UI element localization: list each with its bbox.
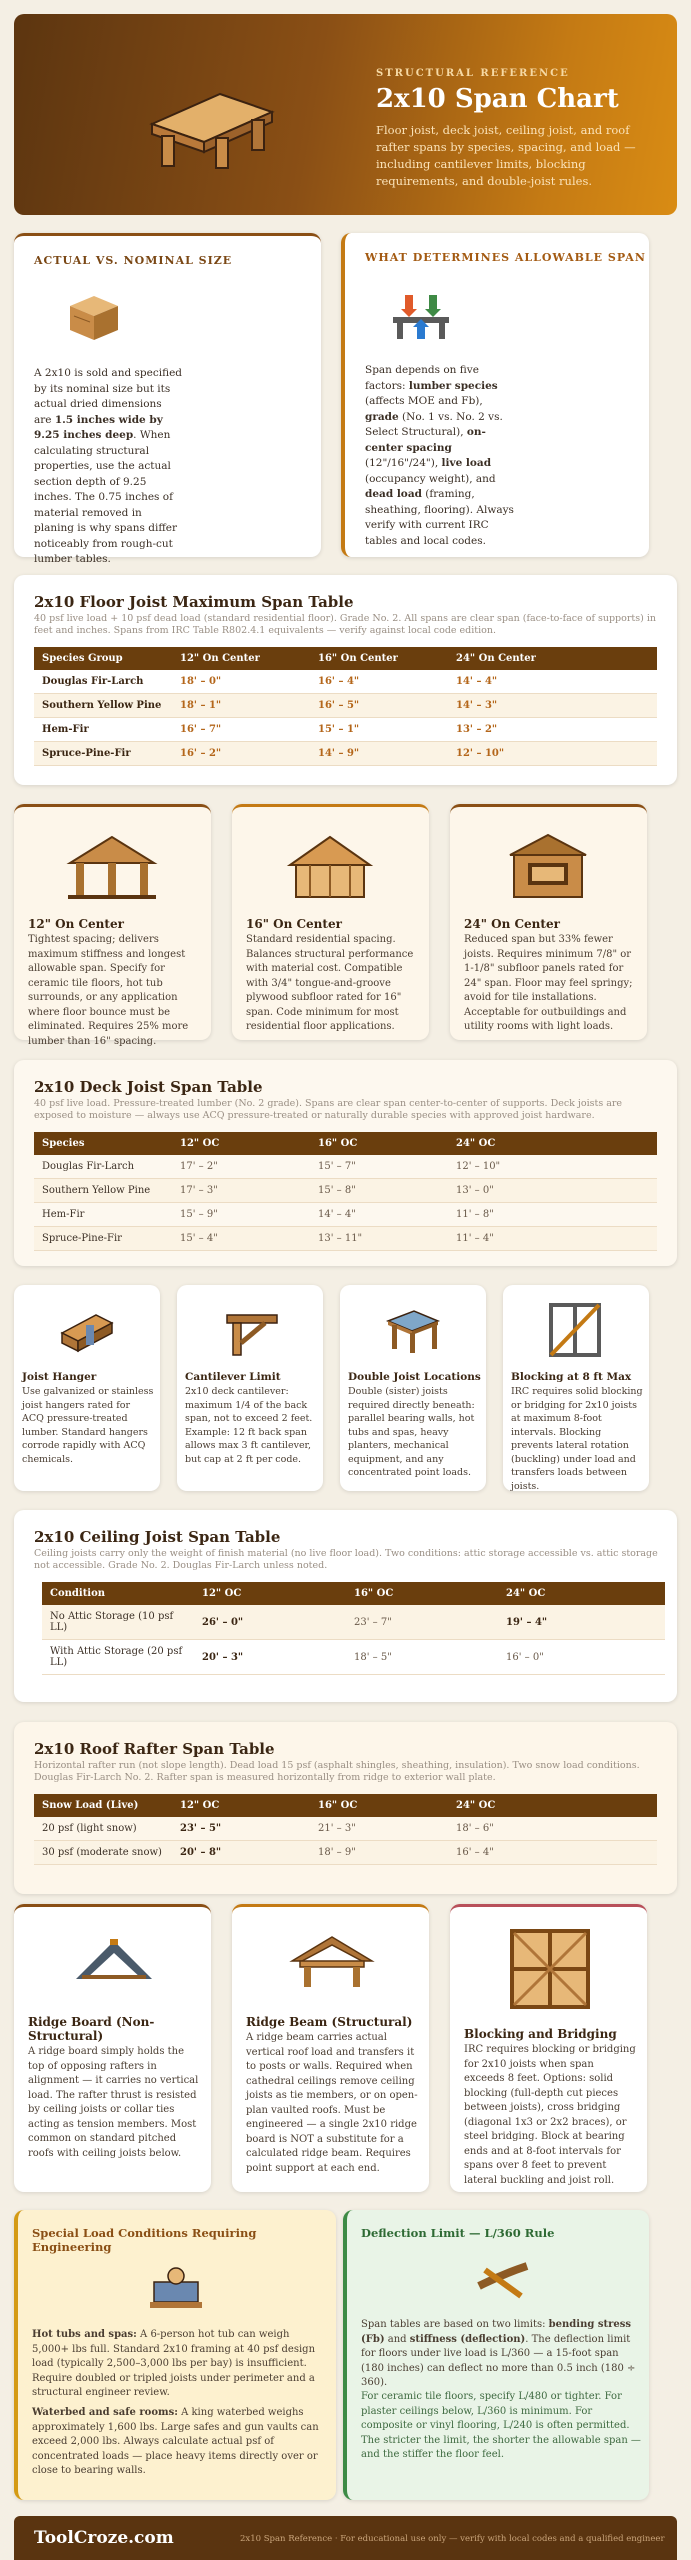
ceiling-table-title: 2x10 Ceiling Joist Span Table: [34, 1528, 281, 1546]
col-header: 12" OC: [194, 1582, 346, 1605]
rafter-span-table: [34, 1794, 657, 1865]
tip-text: Use galvanized or stainless joist hangers rated for ACQ pressure-treated lumber. Standard hangers corrode rapidly with ACQ chemicals.: [22, 1386, 154, 1465]
table-row: Douglas Fir-Larch 17' – 2" 15' – 7" 12' – 10": [34, 1155, 657, 1179]
deck-table-subtitle: 40 psf live load. Pressure-treated lumber (No. 2 grade). Spans are clear span center-to-center of supports. Deck joists are exposed to moisture — always use ACQ pressure-treated or naturally durable species with approved joist hardware.: [34, 1098, 623, 1121]
tip-card-double-joist: [340, 1285, 486, 1491]
roof-title: Ridge Beam (Structural): [246, 2015, 413, 2029]
floor-table-subtitle: 40 psf live load + 10 psf dead load (standard residential floor). Grade No. 2. All spans are clear span (face-to-face of supports) in feet and inches. Spans from IRC Table R802.4.1 equivalents — verify against local code edition.: [34, 613, 656, 636]
roof-title: Blocking and Bridging: [464, 2027, 617, 2041]
col-header: 16" On Center: [310, 647, 448, 670]
roof-card-ridge-beam: [232, 1904, 429, 2192]
floor-table-title: 2x10 Floor Joist Maximum Span Table: [34, 593, 354, 611]
special-load-title: Special Load Conditions Requiring Engineering: [32, 2226, 257, 2254]
tip-text: IRC requires solid blocking or bridging for 2x10 joists at maximum 8-foot intervals. Blocking prevents lateral rotation (buckling) under load and transfers loads between joists.: [511, 1386, 643, 1492]
page-title: 2x10 Span Chart: [376, 84, 619, 114]
oc-text: Reduced span but 33% fewer joists. Requires minimum 7/8" or 1-1/8" subfloor panels rated for 24" span. Floor may feel springy; avoid for tile installations. Acceptable for outbuildings and utility rooms with light loads.: [464, 934, 633, 1032]
col-header: Species: [34, 1132, 172, 1155]
oc-card-24: [450, 804, 647, 1040]
deflection-text-2: For ceramic tile floors, specify L/480 or tighter. For plaster ceilings below, L/360 is minimum. For composite or vinyl flooring, L/240 is often permitted. The stricter the limit, the shorter the allowable span — and the stiffer the floor feel.: [361, 2391, 641, 2460]
hero-banner: [14, 14, 677, 215]
deck-joist-table-card: [14, 1060, 677, 1266]
col-header: 12" On Center: [172, 647, 310, 670]
floor-joist-table-card: [14, 575, 677, 785]
special-load-hot-tub: Hot tubs and spas: A 6-person hot tub can weigh 5,000+ lbs full. Standard 2x10 framing at 40 psf design load (typically 2,500–3,000 lbs per bay) is insufficient. Require doubled or tripled joists under perimeter and a structural engineer review.: [32, 2329, 316, 2398]
col-header: 16" OC: [310, 1132, 448, 1155]
lumber-block-icon: [64, 292, 124, 344]
cabin-icon: [498, 831, 598, 901]
table-row: Southern Yellow Pine 17' – 3" 15' – 8" 13' – 0": [34, 1179, 657, 1203]
lumber-bench-icon: [142, 80, 282, 172]
table-row: No Attic Storage (10 psf LL) 26' – 0" 23' – 7" 19' – 4": [42, 1605, 665, 1640]
deflection-text: Span tables are based on two limits: bending stress (Fb) and stiffness (deflection). The deflection limit for floors under live load is L/360 — a 15-foot span (180 inches) can deflect no more than 0.5 inch (180 ÷ 360).: [361, 2319, 636, 2388]
rafter-table-title: 2x10 Roof Rafter Span Table: [34, 1740, 275, 1758]
oc-card-12: [14, 804, 211, 1047]
special-load-card: [14, 2210, 336, 2500]
table-row: Hem-Fir 15' – 9" 14' – 4" 11' – 8": [34, 1203, 657, 1227]
col-header: Condition: [42, 1582, 194, 1605]
actual-size-card: [14, 233, 321, 565]
tip-title: Joist Hanger: [22, 1371, 97, 1383]
joist-hanger-icon: [56, 1305, 116, 1355]
roof-text: A ridge beam carries actual vertical roof load and transfers it to posts or walls. Required when cathedral ceilings remove ceiling joists as tie members, or on open-plan vaulted roofs. Must be engineered — a single 2x10 ridge board is NOT a substitute for a calculated ridge beam. Requires point support at each end.: [246, 2032, 418, 2174]
roof-text: IRC requires blocking or bridging for 2x10 joists when span exceeds 8 feet. Options: solid blocking (full-depth cut pieces between joists), cross bridging (diagonal 1x3 or 2x2 braces), or steel bridging. Block at bearing ends and at 8-foot intervals for spans over 8 feet to prevent lateral buckling and joist roll.: [464, 2044, 636, 2186]
col-header: Snow Load (Live): [34, 1794, 172, 1817]
table-row: Hem-Fir 16' – 7" 15' – 1" 13' – 2": [34, 718, 657, 742]
table-row: 20 psf (light snow) 23' – 5" 21' – 3" 18' – 6": [34, 1817, 657, 1841]
cantilever-icon: [217, 1303, 281, 1359]
ceiling-span-table: [42, 1582, 665, 1675]
col-header: Species Group: [34, 647, 172, 670]
tip-text: 2x10 deck cantilever: maximum 1/4 of the back span, not to exceed 2 feet. Example: 12 ft back span allows max 3 ft cantilever, but cap at 2 ft per code.: [185, 1386, 313, 1465]
span-factors-card: [341, 233, 649, 557]
col-header: 24" OC: [448, 1794, 657, 1817]
oc-text: Tightest spacing; delivers maximum stiffness and longest allowable span. Specify for ceramic tile floors, hot tub surrounds, or any application where floor bounce must be eliminated. Requires 25% more lumber than 16" spacing.: [28, 934, 189, 1047]
tip-text: Double (sister) joists required directly beneath: parallel bearing walls, hot tubs and spas, heavy planters, mechanical equipment, and any concentrated point loads.: [348, 1386, 475, 1478]
house-frame-icon: [280, 831, 380, 901]
special-load-waterbed: Waterbed and safe rooms: A king waterbed weighs approximately 1,600 lbs. Large safes and gun vaults can exceed 2,000 lbs. Always calculate actual psf of concentrated loads — place heavy items directly over or close to bearing walls.: [32, 2407, 319, 2476]
hot-tub-icon: [146, 2262, 206, 2312]
oc-card-16: [232, 804, 429, 1040]
deck-span-table: [34, 1132, 657, 1251]
table-row: Spruce-Pine-Fir 16' – 2" 14' – 9" 12' – 10": [34, 742, 657, 766]
table-row: Southern Yellow Pine 18' – 1" 16' – 5" 14' – 3": [34, 694, 657, 718]
tip-card-cantilever: [177, 1285, 323, 1491]
tip-title: Blocking at 8 ft Max: [511, 1371, 632, 1383]
tip-title: Cantilever Limit: [185, 1371, 281, 1383]
col-header: 16" OC: [346, 1582, 498, 1605]
table-row: With Attic Storage (20 psf LL) 20' – 3" 18' – 5" 16' – 0": [42, 1640, 665, 1675]
oc-title: 24" On Center: [464, 917, 560, 931]
hero-kicker: STRUCTURAL REFERENCE: [376, 68, 570, 79]
tip-card-joist-hanger: [14, 1285, 160, 1491]
timber-frame-icon: [62, 831, 162, 901]
blocking-grid-icon: [547, 1301, 603, 1359]
table-row: Spruce-Pine-Fir 15' – 4" 13' – 11" 11' – 4": [34, 1227, 657, 1251]
rafter-table-subtitle: Horizontal rafter run (not slope length). Dead load 15 psf (asphalt shingles, sheathing, insulation). Two snow load conditions. Douglas Fir-Larch No. 2. Rafter span is measured horizontally from ridge to exterior wall plate.: [34, 1760, 640, 1783]
deflection-card: [343, 2210, 649, 2500]
footer-brand[interactable]: ToolCroze.com: [34, 2528, 174, 2548]
load-arrows-icon: [389, 287, 453, 343]
roof-title: Ridge Board (Non-Structural): [28, 2015, 155, 2043]
footer-note: 2x10 Span Reference · For educational use only — verify with local codes and a qualified engineer: [240, 2534, 665, 2544]
hero-description: Floor joist, deck joist, ceiling joist, and roof rafter spans by species, spacing, and load — including cantilever limits, blocking requirements, and double-joist rules.: [376, 123, 636, 188]
col-header: 16" OC: [310, 1794, 448, 1817]
roof-card-blocking: [450, 1904, 647, 2192]
col-header: 24" OC: [498, 1582, 665, 1605]
tip-title: Double Joist Locations: [348, 1371, 481, 1383]
span-factors-text: Span depends on five factors: lumber species (affects MOE and Fb), grade (No. 1 vs. No. 2 vs. Select Structural), on-center spacing (12"/16"/24"), live load (occupancy weight), and dead load (framing, sheathing, flooring). Always verify with current IRC tables and local codes.: [365, 364, 514, 547]
ridge-board-icon: [72, 1935, 156, 1985]
ceiling-joist-table-card: [14, 1510, 677, 1702]
oc-title: 16" On Center: [246, 917, 342, 931]
roof-card-ridge-board: [14, 1904, 211, 2192]
col-header: 24" On Center: [448, 647, 657, 670]
roof-text: A ridge board simply holds the top of opposing rafters in alignment — it carries no vertical load. The rafter thrust is resisted by ceiling joists or collar ties acting as tension members. Most common on standard pitched roofs with ceiling joists below.: [28, 2046, 199, 2159]
deflection-title: Deflection Limit — L/360 Rule: [361, 2226, 555, 2240]
span-factors-title: WHAT DETERMINES ALLOWABLE SPAN: [365, 251, 646, 264]
tip-card-blocking: [503, 1285, 649, 1491]
col-header: 12" OC: [172, 1794, 310, 1817]
col-header: 12" OC: [172, 1132, 310, 1155]
cross-bridging-icon: [508, 1927, 592, 2011]
deflection-beam-icon: [475, 2256, 531, 2306]
double-joist-icon: [382, 1305, 442, 1355]
col-header: 24" OC: [448, 1132, 657, 1155]
ceiling-table-subtitle: Ceiling joists carry only the weight of finish material (no live floor load). Two conditions: attic storage accessible vs. attic storage not accessible. Grade No. 2. Douglas Fir-Larch unless noted.: [34, 1548, 658, 1571]
floor-span-table: [34, 647, 657, 766]
table-row: Douglas Fir-Larch 18' – 0" 16' – 4" 14' – 4": [34, 670, 657, 694]
rafter-table-card: [14, 1722, 677, 1894]
oc-text: Standard residential spacing. Balances structural performance with material cost. Compatible with 3/4" tongue-and-groove plywood subfloor rated for 16" span. Code minimum for most residential floor applications.: [246, 934, 414, 1032]
table-row: 30 psf (moderate snow) 20' – 8" 18' – 9" 16' – 4": [34, 1841, 657, 1865]
deck-table-title: 2x10 Deck Joist Span Table: [34, 1078, 263, 1096]
footer: [14, 2516, 677, 2560]
actual-size-text: A 2x10 is sold and specified by its nominal size but its actual dried dimensions are 1.5 inches wide by 9.25 inches deep. When calculating structural properties, use the actual section depth of 9.25 inches. The 0.75 inches of material removed in planing is why spans differ noticeably from rough-cut lumber tables.: [34, 367, 183, 565]
actual-size-title: ACTUAL VS. NOMINAL SIZE: [34, 254, 233, 267]
oc-title: 12" On Center: [28, 917, 124, 931]
ridge-beam-icon: [288, 1933, 376, 1989]
